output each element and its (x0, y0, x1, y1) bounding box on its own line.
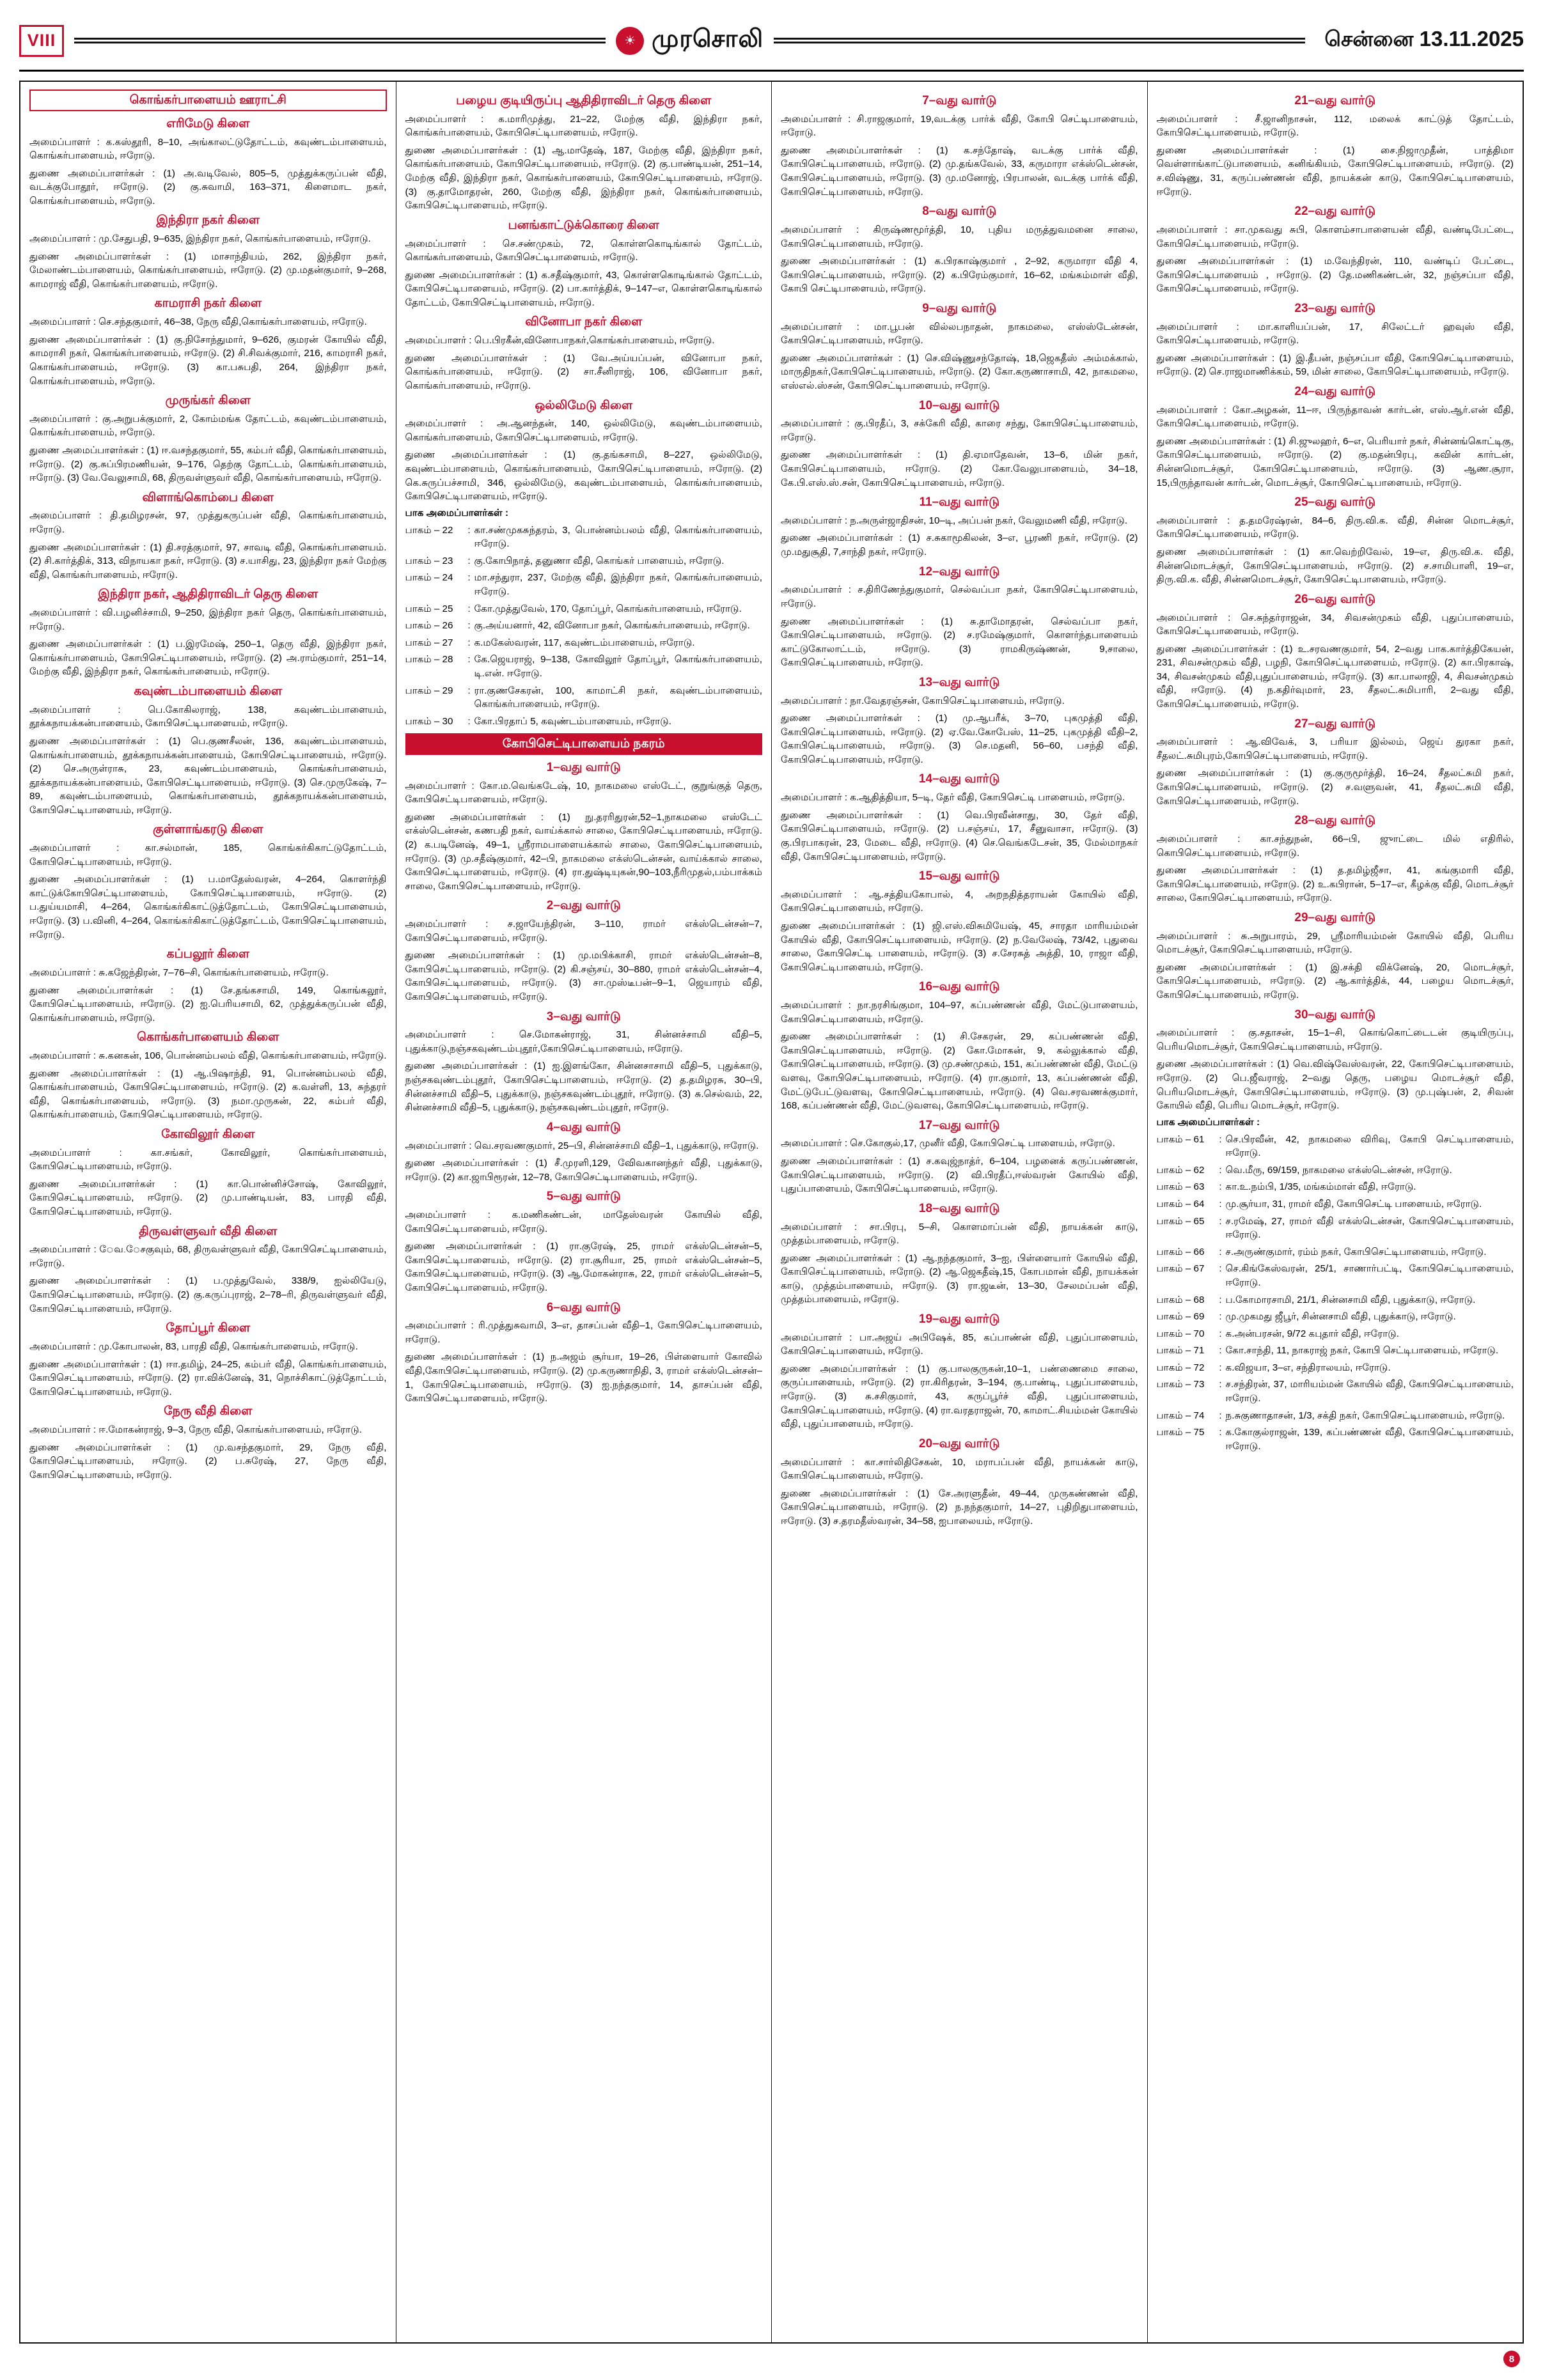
body-paragraph: துணை அமைப்பாளர்கள் : (1) ஆ.பிஷாந்தி, 91, பொன்னம்பலம் வீதி, கொங்கர்பாளையம், கோபிசெட்டிபாளையம், ஈரோடு. (2) க.வள்ளி, 13, சுந்தரர் வீதி, கொங்கர்பாளையம், ஈரோடு. (3) நமா.முருகன், 22, கம்பர் வீதி, கொங்கர்பாளையம், கோபிசெட்டிபாளையம், ஈரோடு. (29, 1068, 387, 1121)
body-paragraph: துணை அமைப்பாளர்கள் : (1) ப.மாதேஸ்வரன், 4–264, கொளர்ந்தி காட்டுக்கோபிசெட்டிபாளையம், கோபிசெட்டிபாளையம், ஈரோடு. (2) ப.துய்யமாசி, 4–264, கொங்கர்கிகாட்டுத்தோட்டம், கோபிசெட்டிபாளையம், ஈரோடு. (3) ப.வினி, 4–264, கொங்கர்கிகாட்டுத்தோட்டம், கோபிசெட்டிபாளையம், ஈரோடு. (29, 874, 387, 940)
body-paragraph: துணை அமைப்பாளர்கள் : (1) மாசாந்தியம், 262, இந்திரா நகர், மேலாண்டம்பாளையம், கொங்கர்பாளையம், ஈரோடு. (2) மு.மதன்குமார், 9–268, காமராஜ் வீதி, கொங்கர்பாளையம், ஈரோடு. (29, 251, 387, 290)
part-text: க.மகேஸ்வரன், 117, கவுண்டம்பாளையம், ஈரோடு. (474, 637, 695, 648)
footer-page-number: 8 (1503, 2351, 1520, 2367)
body-paragraph: துணை அமைப்பாளர்கள் : (1) ஈ.வசந்தகுமார், 55, கம்பர் வீதி, கொங்கர்பாளையம், ஈரோடு. (2) கு.சுப்பிரமணியன், 9–176, தெற்கு தோட்டம், கொங்கர்பாளையம், ஈரோடு. (3) வே.வேலுசாமி, 68, திருவள்ளுவர் வீதி, கொங்கர்பாளையம், ஈரோடு. (29, 445, 387, 484)
part-text: வெ.மீரு, 69/159, நாகமலை எக்ஸ்டென்சன், ஈரோடு. (1225, 1164, 1452, 1176)
part-row (405, 619, 763, 633)
part-separator: : (1219, 1263, 1222, 1275)
part-text: ச.சந்திரன், 37, மாரியம்மன் கோயில் வீதி, கோபிசெட்டிபாளையம், ஈரோடு. (1225, 1379, 1514, 1404)
part-text: கோ.பிரதாப் 5, கவுண்டம்பாளையம், ஈரோடு. (474, 715, 672, 727)
body-paragraph: துணை அமைப்பாளர்கள் : (1) கா.வெற்றிவேல், 19–எ, திரு.வி.க. வீதி, சின்னமொடச்சூர், கோபிசெட்டிபாளையம், ஈரோடு. (2) ச.சாமிபாளி, 19–எ, திரு.வி.க. வீதி, சின்னமொடச்சூர், கோபிசெட்டிபாளையம், ஈரோடு. (1156, 547, 1514, 586)
body-paragraph: அமைப்பாளர் : செ.மோகன்ராஜ், 31, சின்னச்சாமி வீதி–5, புதுக்காடு,நஞ்சகவுண்டம்புதூர்,கோபிசெட்டிபாளையம், ஈரோடு. (405, 1029, 762, 1054)
body-paragraph: அமைப்பாளர் : செ.சண்முகம், 72, கொள்ளகொடிங்கால் தோட்டம், கொங்கர்பாளையம், கோபிசெட்டிபாளையம், ஈரோடு. (405, 238, 762, 263)
part-row (1157, 1344, 1514, 1358)
body-paragraph: அமைப்பாளர் : தி.தமிழரசன், 97, முத்துகருப்பன் வீதி, கொங்கர்பாளையம், ஈரோடு. (29, 510, 387, 536)
body-paragraph: துணை அமைப்பாளர்கள் : (1) சி.ஜுலஹர், 6–எ, பெரியார் நகர், சின்னங்கொட்டிகு, கோபிசெட்டிபாளையம், ஈரோடு. (2) கு.மதன்பிரபு, கவின் கார்டன், சின்னமொடச்சூர், கோபிசெட்டிபாளையம், ஈரோடு. (3) ஆண.சூரா, 15,பிருந்தாவன் கார்டன், மொடச்சூர், கோபிசெட்டிபாளையம், ஈரோடு. (1156, 435, 1514, 488)
body-paragraph: அமைப்பாளர் : நா.நரசிங்குமா, 104–97, கப்பண்ணன் வீதி, மேட்டுபாளையம், கோபிசெட்டிபாளையம், ஈரோடு. (781, 1000, 1138, 1025)
body-paragraph: அமைப்பாளர் : செ.சுந்தர்ராஜன், 34, சிவசன்முகம் வீதி, புதுப்பாளையம், கோபிசெட்டிபாளையம், ஈரோடு. (1156, 612, 1514, 637)
column-3 (772, 82, 1148, 2342)
body-paragraph: துணை அமைப்பாளர்கள் : (1) சே.அரளுதீன், 49–44, முருகண்ணன் வீதி, கோபிசெட்டிபாளையம், ஈரோடு. (2) ந.நந்தகுமார், 14–27, புதிறிதுபாளையம், ஈரோடு. (3) ச.தரமதீஸ்வரன், 34–58, ஐபாலையம், ஈரோடு. (781, 1488, 1138, 1527)
body-paragraph: அமைப்பாளர் : கா.சங்கர், கோவிலூர், கொங்கர்பாளையம், கோபிசெட்டிபாளையம், ஈரோடு. (29, 1147, 387, 1172)
part-separator: : (467, 685, 471, 696)
body-paragraph: துணை அமைப்பாளர்கள் : (1) வே.அய்யப்பன், வினோபா நகர், கொங்கர்பாளையம், ஈரோடு. (2) சா.சீனிராஜ், 106, வினோபா நகர், கொங்கர்பாளையம், ஈரோடு. (405, 352, 762, 391)
section-heading: திருவள்ளுவர் வீதி கிளை (139, 1224, 278, 1238)
section-heading: 30–வது வார்டு (1294, 1007, 1376, 1022)
part-text: ப.கோமாரசாமி, 21/1, சின்னசாமி வீதி, புதுக்காடு, ஈரோடு. (1225, 1294, 1476, 1305)
body-paragraph: துணை அமைப்பாளர்கள் : (1) கு.தங்கசாமி, 8–227, ஒல்லிமேடு, கவுண்டம்பாளையம், கொங்கர்பாளையம், கோபிசெட்டிபாளையம், ஈரோடு. (2) கெ.சுருப்பச்சாமி, 346, ஒல்லிமேடு, கவுண்டம்பாளையம், கொங்கர்பாளையம், கோபிசெட்டிபாளையம், ஈரோடு. (405, 449, 762, 502)
section-heading: காமராசி நகர் கிளை (154, 297, 262, 311)
body-paragraph: அமைப்பாளர் : ஆ.விவேக், 3, பரியா இல்லம், ஜெய் துரகா நகர், சீதலட்.சுமிபுரம்,கோபிசெட்டிபாளையம், ஈரோடு. (1156, 736, 1514, 761)
column-4 (1148, 82, 1523, 2342)
section-heading: 4–வது வார்டு (546, 1120, 621, 1134)
section-heading: 1–வது வார்டு (546, 760, 621, 774)
part-text: ரா.குணசேகரன், 100, காமாட்சி நகர், கவுண்டம்பாளையம், கொங்கர்பாளையம், ஈரோடு. (474, 685, 762, 710)
section-heading: 16–வது வார்டு (918, 980, 1000, 994)
column-2 (396, 82, 772, 2342)
section-heading: 10–வது வார்டு (918, 398, 1000, 412)
body-paragraph: அமைப்பாளர் : ரி.முத்துசுவாமி, 3–எ, தாசப்பன் வீதி–1, கோபிசெட்டிபாளையம், ஈரோடு. (405, 1320, 762, 1345)
section-heading: 23–வது வார்டு (1294, 301, 1376, 315)
body-paragraph: துணை அமைப்பாளர்கள் : (1) நு.தரரிதுரன்,52–1,நாகமலை எஸ்டேட் எக்ஸ்டென்சன், கணபதி நகர், வாய்க்கால் சாலை, கோபிசெட்டிபாளையம், ஈரோடு. (2) க.படினேஷ், 49–1, ஸ்ரீராமபாளையக்கால் சாலை, கோபிசெட்டிபாளையம், ஈரோடு. (3) மு.சதீஷ்குமார், 42–பி, நாகமலை எக்ஸ்டென்சன், வாய்க்கால் சாலை, கோபிசெட்டிபாளையம், ஈரோடு. (4) ரா.துஷ்டியுகன்,90–103,நீரிமுதல்,பம்பாக்கம் சாலை, கோபிசெட்டிபாளையம், ஈரோடு. (405, 811, 762, 892)
part-text: கே.ஜெயராஜ், 9–138, கோவிலூர் தோப்பூர், கொங்கர்பாளையம், டி.என். ஈரோடு. (474, 654, 762, 679)
part-separator: : (1219, 1410, 1222, 1421)
masthead (19, 17, 1524, 72)
part-separator: : (467, 715, 471, 727)
body-paragraph: துணை அமைப்பாளர்கள் : (1) தி.சரத்குமார், 97, சாவடி வீதி, கொங்கர்பாளையம். (2) சி.கார்த்திக், 313, விநாயகா நகர், ஈரோடு. (3) ச.யாசிது, 23, இந்திரா நகர் மேற்கு வீதி, கொங்கர்பாளையம், ஈரோடு. (29, 541, 387, 580)
part-separator: : (467, 524, 471, 536)
part-text: கோ.சாந்தி, 11, நாகராஜ் நகர், கோபி செட்டிபாளையம், ஈரோடு. (1225, 1345, 1499, 1357)
body-paragraph: துணை அமைப்பாளர்கள் : (1) ந.அஜம் சூர்யா, 19–26, பிள்ளையார் கோவில் வீதி,கோபிசெட்டிபாளையம், ஈரோடு. (2) மு.கருணாநிதி, 3, ராமர் எக்ஸ்டென்சன்–1, கோபிசெட்டிபாளையம், ஈரோடு. (3) ஐ.நந்தகுமார், 14, தாசப்பன் வீதி, கோபிசெட்டிபாளையம், ஈரோடு. (405, 1351, 762, 1404)
section-heading: விளாங்கொம்பை கிளை (142, 490, 274, 504)
masthead-logo (616, 26, 764, 56)
body-paragraph: துணை அமைப்பாளர்கள் : (1) சை.நிஜாமுதீன், பாத்திமா வெள்ளாங்காட்டுபாளையம், கனிங்கியம், கோபிசெட்டிபாளையம், ஈரோடு. (2) ச.விஷ்ணு, 31, கருப்பண்ணன் வீதி, நாயக்கன் காடு, கோபிசெட்டிபாளையம், ஈரோடு. (1156, 144, 1514, 198)
part-text: கா.உ.நம்பி, 1/35, மங்கம்மாள் வீதி, ஈரோடு. (1225, 1181, 1416, 1193)
section-heading: கப்பலூர் கிளை (166, 947, 250, 961)
part-label: பாகம் – 72 (1156, 1362, 1205, 1373)
body-paragraph: அமைப்பாளர் : கிருஷ்ணமூர்த்தி, 10, புதிய மருத்துவமனை சாலை, கோபிசெட்டிபாளையம், ஈரோடு. (781, 224, 1138, 249)
part-label: பாகம் – 73 (1156, 1379, 1205, 1390)
section-heading: பழைய குடியிருப்பு ஆதிதிராவிடர் தெரு கிளை (456, 94, 712, 107)
section-heading: கொங்கர்பாளையம் கிளை (137, 1031, 279, 1045)
body-paragraph: அமைப்பாளர் : மா.பூபன் வில்லபநாதன், நாகமலை, எஸ்ஸ்டேன்சன், கோபிசெட்டிபாளையம், ஈரோடு. (781, 321, 1138, 346)
body-paragraph: துணை அமைப்பாளர்கள் : (1) ஈா.தமிழ், 24–25, கம்பர் வீதி, கொங்கர்பாளையம், கோபிசெட்டிபாளையம், ஈரோடு. (2) ரா.விக்னேஷ், 31, நொச்சிகாட்டுத்தோட்டம், கோபிசெட்டிபாளையம், ஈரோடு. (29, 1358, 387, 1397)
section-heading: 25–வது வார்டு (1294, 495, 1376, 509)
section-heading: 3–வது வார்டு (546, 1009, 621, 1023)
section-heading: 24–வது வார்டு (1294, 384, 1376, 398)
body-paragraph: அமைப்பாளர் : கு.அறுபக்குமார், 2, கோம்மங்க தோட்டம், கவுண்டம்பாளையம், கொங்கர்பாளையம், ஈரோடு. (29, 413, 387, 439)
part-separator: : (1219, 1164, 1222, 1176)
part-row (1157, 1426, 1514, 1453)
part-label: பாகம் – 66 (1156, 1246, 1205, 1257)
section-heading: 6–வது வார்டு (546, 1300, 621, 1314)
part-label: பாகம் – 68 (1156, 1294, 1205, 1305)
part-separator: : (1219, 1133, 1222, 1145)
part-separator: : (467, 603, 471, 614)
column-1 (20, 82, 396, 2342)
body-paragraph: அமைப்பாளர் : பா.அஜய் அபிஷேக், 85, கப்பாண்ன் வீதி, புதுப்பாளையம், கோபிசெட்டிபாளையம், ஈரோடு. (781, 1332, 1138, 1357)
rising-sun-icon: ☀ (616, 27, 644, 55)
body-paragraph: அமைப்பாளர் : கு.பிரதீப், 3, சக்கேரி வீதி, காரை சந்து, கோபிசெட்டிபாளையம், ஈரோடு. (781, 418, 1138, 443)
body-paragraph: துணை அமைப்பாளர்கள் : (1) கு.நிசோந்துமார், 9–626, குமரன் கோயில் வீதி, காமராசி நகர், கொங்கர்பாளையம், ஈரோடு. (2) சி.சிவக்குமார், 216, காமராசி நகர், கொங்கர்பாளையம், ஈரோடு. (3) கா.பசுபதி, 264, இந்திரா நகர், கொங்கர்பாளையம், ஈரோடு. (29, 334, 387, 387)
section-heading: முருங்கர் கிளை (165, 394, 251, 408)
part-label: பாகம் – 70 (1156, 1328, 1205, 1339)
part-separator: : (467, 637, 471, 648)
body-paragraph: துணை அமைப்பாளர்கள் : (1) க.பிரகாஷ்குமார் , 2–92, கருமாரா வீதி 4, கோபிசெட்டிபாளையம், ஈரோடு. (2) க.பிரேம்குமார், 16–62, மங்கம்மாள் வீதி, கோபி செட்டிபாளையம், ஈரோடு. (781, 256, 1138, 295)
body-paragraph: அமைப்பாளர் : வெ.சரவணகுமார், 25–பி, சின்னச்சாமி வீதி–1, புதுக்காடு, ஈரோடு. (405, 1140, 759, 1151)
page-number-badge: VIII (19, 25, 64, 57)
part-row (1157, 1327, 1514, 1341)
part-text: க.கோகுல்ராஜன், 139, கப்பண்ணன் வீதி, கோபிசெட்டிபாளையம், ஈரோடு. (1225, 1427, 1514, 1452)
body-paragraph: அமைப்பாளர் : சு.கஜேந்திரன், 7–76–சி, கொங்கர்பாளையம், ஈரோடு. (29, 967, 329, 978)
part-row (1157, 1262, 1514, 1289)
section-heading: கோபிசெட்டிபாளையம் நகரம் (405, 733, 763, 755)
body-paragraph: துணை அமைப்பாளர்கள் : (1) ப.இரமேஷ், 250–1, தெரு வீதி, இந்திரா நகர், கொங்கர்பாளையம், கோபிசெட்டிபாளையம், ஈரோடு. (2) அ.ராம்குமார், 251–14, மேற்கு வீதி, இந்திரா நகர், கொங்கர்பாளையம், ஈரோடு. (29, 639, 387, 678)
body-paragraph: துணை அமைப்பாளர்கள் : (1) ப.முத்துவேல், 338/9, ஐல்லியேடு, கோபிசெட்டிபாளையம், ஈரோடு. (2) கு.கருப்புராஜ், 2–78–ரி, திருவள்ளுவர் வீதி, கோபிசெட்டிபாளையம், ஈரோடு. (29, 1275, 387, 1314)
body-paragraph: துணை அமைப்பாளர்கள் : (1) ஆ.நந்தகுமார், 3–ஐ, பிள்ளையார் கோயில் வீதி, கோபிசெட்டிபாளையம், ஈரோடு. (2) ஆ.ஜெகதீஷ்,15, கோபமான் வீதி, நாயக்கன் காடு, முத்தம்பாளையம், ஈரோடு. (3) ரா.ஜடீன், 13–30, சேலமப்பன் வீதி, முத்தம்பாளையம், ஈரோடு. (781, 1252, 1138, 1305)
part-row (405, 636, 763, 650)
part-text: செ.பிரவீன், 42, நாகமலை விரிவு, கோபி செட்டிபாளையம், ஈரோடு. (1225, 1133, 1514, 1159)
body-paragraph: துணை அமைப்பாளர்கள் : (1) இ.சக்தி விக்னேஷ், 20, மொடச்சூர், கோபிசெட்டிபாளையம், ஈரோடு. (2) ஆ.கார்த்திக், 44, பழைய மொடச்சூர், கோபிசெட்டிபாளையம், ஈரோடு. (1156, 961, 1514, 1000)
part-row (1157, 1245, 1514, 1259)
part-label: பாகம் – 23 (405, 555, 453, 566)
part-row (405, 653, 763, 680)
body-paragraph: துணை அமைப்பாளர்கள் : (1) த.தமிழ்ஜீசா, 41, கங்குமாரி வீதி, கோபிசெட்டிபாளையம், ஈரோடு. (2) உ.கபிரான், 5–17–எ, கீழக்கு வீதி, மொடச்சூர் சாலை, கோபிசெட்டிபாளையம், ஈரோடு. (1156, 865, 1514, 904)
body-paragraph: துணை அமைப்பாளர்கள் : (1) மு.ஆபரீக், 3–70, புகமுத்தி வீதி, கோபிசெட்டிபாளையம், ஈரோடு. (2) ஏ.வே.கோபேஸ், 11–25, புகமுத்தி வீதி–2, கோபிசெட்டிபாளையம், ஈரோடு. (3) செ.மதனி, 56–60, பசந்தி வீதி, கோபிசெட்டிபாளையம், ஈரோடு. (781, 713, 1138, 765)
section-heading: 13–வது வார்டு (918, 675, 1000, 689)
section-heading: நேரு வீதி கிளை (164, 1404, 253, 1419)
part-separator: : (1219, 1362, 1222, 1373)
section-heading: 5–வது வார்டு (546, 1190, 621, 1204)
section-heading: தோப்பூர் கிளை (166, 1321, 251, 1335)
body-paragraph: துணை அமைப்பாளர்கள் : (1) கு.குருமூர்த்தி, 16–24, சீதலட்சுமி நகர், கோபிசெட்டிபாளையம், ஈரோடு. (2) ச.வளுவன், 41, சீதலட்.சுமி வீதி, கோபிசெட்டிபாளையம், ஈரோடு. (1156, 768, 1514, 807)
section-heading: 17–வது வார்டு (918, 1118, 1000, 1132)
section-heading: எரிமேடு கிளை (166, 116, 250, 130)
part-label: பாகம் – 22 (405, 524, 453, 536)
body-paragraph: அமைப்பாளர் : ஆ.சத்தியகோபால், 4, அறநதித்தராயன் கோயில் வீதி, கோபிசெட்டிபாளையம், ஈரோடு. (781, 889, 1138, 914)
section-heading: குள்ளாங்கரடு கிளை (152, 823, 263, 837)
body-paragraph: அமைப்பாளர் : ச.ஜாயேந்திரன், 3–110, ராமர் எக்ஸ்டென்சன்–7, கோபிசெட்டிபாளையம், ஈரோடு. (405, 919, 762, 944)
part-separator: : (467, 555, 471, 566)
body-paragraph: அமைப்பாளர் : கு.சதாசன், 15–1–சி, கொங்கொட்டைடன் குடியிருப்பு, பெரியமொடச்சூர், கோபிசெட்டிபாளையம், ஈரோடு. (1156, 1027, 1514, 1052)
part-text: மா.சந்துரா, 237, மேற்கு வீதி, இந்திரா நகர், கொங்கர்பாளையம், ஈரோடு. (474, 572, 762, 598)
section-heading: 12–வது வார்டு (918, 564, 1000, 579)
body-paragraph: அமைப்பாளர் : பெ.பிரகீன்,வினோபாநகர்,கொங்கர்பாளையம், ஈரோடு. (405, 335, 715, 346)
section-heading: 15–வது வார்டு (918, 869, 1000, 883)
part-row (1157, 1409, 1514, 1423)
section-heading: 22–வது வார்டு (1294, 205, 1376, 219)
part-row (1157, 1215, 1514, 1242)
part-separator: : (1219, 1215, 1222, 1227)
section-heading: 21–வது வார்டு (1294, 94, 1376, 107)
part-label: பாகம் – 25 (405, 603, 453, 614)
section-heading: 28–வது வார்டு (1294, 814, 1376, 828)
body-paragraph: அமைப்பாளர் : வி.பழனிச்சாமி, 9–250, இந்திரா நகர் தெரு, கொங்கர்பாளையம், ஈரோடு. (29, 607, 387, 632)
part-row (1157, 1133, 1514, 1160)
body-paragraph: துணை அமைப்பாளர்கள் : (1) ரா.குரேஷ், 25, ராமர் எக்ஸ்டென்சன்–5, கோபிசெட்டிபாளையம், ஈரோடு. (2) ரா.சூரியா, 25, ராமர் எக்ஸ்டென்சன்–5, கோபிசெட்டிபாளையம், ஈரோடு. (3) ஆ.மோகன்ராசு, 22, ராமர் எக்ஸ்டென்சன்–5, கோபிசெட்டிபாளையம், ஈரோடு. (405, 1241, 762, 1293)
body-paragraph: அமைப்பாளர் : த.தமரேஷ்ரன், 84–6, திரு.வி.க. வீதி, சின்ன மொடச்சூர், கோபிசெட்டிபாளையம், ஈரோடு. (1156, 515, 1514, 540)
part-label: பாகம் – 61 (1156, 1133, 1205, 1145)
part-row (1157, 1293, 1514, 1307)
section-heading: 7–வது வார்டு (922, 94, 997, 107)
body-paragraph: அமைப்பாளர் : பெ.கோகிலராஜ், 138, கவுண்டம்பாளையம், தூக்கநாயக்கன்பாளையம், கோபிசெட்டிபாளையம், ஈரோடு. (29, 704, 387, 729)
body-paragraph: அமைப்பாளர் : செ.கோகுல்,17, முனீர் வீதி, கோபிசெட்டி பாளையம், ஈரோடு. (781, 1138, 1115, 1149)
part-label: பாகம் – 24 (405, 572, 453, 584)
part-text: ந.சுகுணாதாசன், 1/3, சக்தி நகர், கோபிசெட்டிபாளையம், ஈரோடு. (1225, 1410, 1505, 1421)
part-text: க.விஜயா, 3–எ, சந்திராலயம், ஈரோடு. (1225, 1362, 1391, 1373)
article-columns (19, 81, 1524, 2344)
section-heading: 11–வது வார்டு (919, 495, 1000, 509)
part-separator: : (1219, 1345, 1222, 1357)
part-label: பாகம் – 30 (405, 715, 453, 727)
body-paragraph: துணை அமைப்பாளர்கள் : (1) ஜி.எஸ்.விசுமியேஷ், 45, சாரதா மாரியம்மன் கோயில் வீதி, கோபிசெட்டிபாளையம், ஈரோடு. (2) ந.வேலேஷ், 73/42, புதுவை சாலை, கோபிசெட்டி பாளையம், ஈரோடு. (3) ச.சேரசுத் அத்தி, 10, ராஜா வீதி, கோபிசெட்டிபாளையம், ஈரோடு. (781, 921, 1138, 973)
section-heading: இந்திரா நகர், ஆதிதிராவிடர் தெரு கிளை (98, 587, 318, 602)
section-heading: 18–வது வார்டு (918, 1201, 1000, 1215)
part-row (405, 524, 763, 551)
part-row (405, 554, 763, 568)
body-paragraph: துணை அமைப்பாளர்கள் : (1) ஆ.மாதேஷ், 187, மேற்கு வீதி, இந்திரா நகர், கொங்கர்பாளையம், கோபிசெட்டிபாளையம், ஈரோடு. (2) கு.பாண்டியன், 251–14, மேற்கு வீதி, இந்திரா நகர், கொங்கர்பாளையம், கோபிசெட்டிபாளையம், ஈரோடு. (3) கு.தாமோதரன், 260, மேற்கு வீதி, இந்திரா நகர், கொங்கர்பாளையம், கோபிசெட்டிபாளையம், ஈரோடு. (405, 144, 762, 212)
section-heading: 14–வது வார்டு (918, 772, 1000, 786)
part-text: க.அன்பரசன், 9/72 கபுதார் வீதி, ஈரோடு. (1225, 1328, 1400, 1339)
section-heading: 27–வது வார்டு (1294, 717, 1376, 731)
section-heading: 19–வது வார்டு (918, 1312, 1000, 1326)
body-paragraph: அமைப்பாளர் : சா.பிரபு, 5–சி, கொளமாப்பன் வீதி, நாயக்கன் காடு, முத்தம்பாளையம், ஈரோடு. (781, 1221, 1138, 1247)
body-paragraph: துணை அமைப்பாளர்கள் : (1) கா.பொன்னிச்சோஷ், கோவிலூர், கோபிசெட்டிபாளையம், ஈரோடு. (2) மு.பாண்டியன், 83, பாரதி வீதி, கோபிசெட்டிபாளையம், ஈரோடு. (29, 1178, 387, 1217)
part-separator: : (467, 620, 471, 632)
part-row (1157, 1180, 1514, 1194)
part-label: பாகம் – 28 (405, 654, 453, 665)
part-organisers-title: பாக அமைப்பாளர்கள் : (1156, 1116, 1260, 1128)
part-text: கு.கோபிநாத், தனுணா வீதி, கொங்கர் பாளையம், ஈரோடு. (474, 555, 725, 566)
body-paragraph: அமைப்பாளர் : நா.வேதரஞ்சன், கோபிசெட்டிபாளையம், ஈரோடு. (781, 695, 1065, 706)
body-paragraph: அமைப்பாளர் : கோ.அழகன், 11–ஈ, பிருந்தாவன் கார்டன், எஸ்.ஆர்.என் வீதி, கோபிசெட்டிபாளையம், ஈரோடு. (1156, 404, 1514, 430)
part-label: பாகம் – 74 (1156, 1410, 1205, 1421)
part-label: பாகம் – 63 (1156, 1181, 1205, 1193)
part-row (405, 715, 763, 729)
part-row (1157, 1163, 1514, 1178)
body-paragraph: துணை அமைப்பாளர்கள் : (1) வெ.பிரவீன்சாது, 30, தேர் வீதி, கோபிசெட்டிபாளையம், ஈரோடு. (2) ப.சஞ்சய், 17, சீனுவாசா, ஈரோடு. (3) கு.பிரபாகரன், 23, மேடை வீதி, ஈரோடு. (4) செ.வெங்கடேசன், 35, மேல்மாநகர் வீதி, கோபிசெட்டிபாளையம், ஈரோடு. (781, 809, 1138, 862)
part-separator: : (1219, 1379, 1222, 1390)
edition-and-date: சென்னை 13.11.2025 (1324, 27, 1524, 51)
part-row (1157, 1197, 1514, 1211)
part-label: பாகம் – 64 (1156, 1199, 1205, 1210)
body-paragraph: துணை அமைப்பாளர்கள் : (1) அ.வடிவேல், 805–5, முத்துக்கருப்பன் வீதி, வடக்குபோதூர், ஈரோடு. (2) கு.சுவாமி, 163–371, கிளைமாட நகர், கொங்கர்பாளையம், ஈரோடு. (29, 167, 387, 206)
section-heading: 20–வது வார்டு (918, 1436, 1000, 1451)
body-paragraph: துணை அமைப்பாளர்கள் : (1) தி.ஏமாதேவன், 13–6, மின் நகர், கோபிசெட்டிபாளையம், ஈரோடு. (2) கோ.வேலுபாளையம், 34–18, கே.பி.எஸ்.ஸ்.சன், கோபிசெட்டிபாளையம், ஈரோடு. (781, 449, 1138, 488)
body-paragraph: துணை அமைப்பாளர்கள் : (1) சி.சேகரன், 29, கப்பண்ணன் வீதி, கோபிசெட்டிபாளையம், ஈரோடு. (2) கோ.மோகன், 9, கல்லுக்கால் வீதி, கோபிசெட்டிபாளையம், ஈரோடு. (3) மு.சண்முகம், 151, கப்பண்ணன் வீதி, மேட்டு வளவு, கோபிசெட்டிபாளையம், ஈரோடு. (4) ரா.குமார், 13, கப்பண்ணன் வீதி, மேட்டுபேட்டுவளவு, கோபிசெட்டிபாளையம், ஈரோடு. (4) வெ.சரவணக்குமார், 168, கப்பண்ணன் வீதி, மேட்டுவளவு, கோபிசெட்டிபாளையம், ஈரோடு. (781, 1031, 1138, 1112)
body-paragraph: துணை அமைப்பாளர்கள் : (1) சே.தங்கசாமி, 149, கொங்கலூர், கோபிசெட்டிபாளையம், ஈரோடு. (2) ஐ.பெரியசாமி, 62, முத்துக்கருப்பன் வீதி, கொங்கர்பாளையம், ஈரோடு. (29, 984, 387, 1023)
body-paragraph: அமைப்பாளர் : கா.சார்லிதிசேகன், 10, மராபப்பன் வீதி, நாயக்கன் காடு, கோபிசெட்டிபாளையம், ஈரோடு. (781, 1456, 1138, 1482)
body-paragraph: துணை அமைப்பாளர்கள் : (1) க.சந்தோஷ், வடக்கு பார்க் வீதி, கோபிசெட்டிபாளையம், ஈரோடு. (2) மு.தங்கவேல், 33, கருமாரா எக்ஸ்டென்சன், கோபிசெட்டிபாளையம், ஈரோடு. (3) மு.மனோஜ், பிரபாலன், வடக்கு பார்க் வீதி, கோபிசெட்டிபாளையம், ஈரோடு. (781, 144, 1138, 198)
body-paragraph: அமைப்பாளர் : மா.காளியப்பன், 17, சிலேட்டர் ஹவுஸ் வீதி, கோபிசெட்டிபாளையம், ஈரோடு. (1156, 321, 1514, 346)
part-row (1157, 1361, 1514, 1375)
part-label: பாகம் – 75 (1156, 1427, 1205, 1438)
part-row (405, 571, 763, 598)
section-heading: வினோபா நகர் கிளை (525, 315, 643, 329)
body-paragraph: அமைப்பாளர் : கா.சல்மான், 185, கொங்கர்கிகாட்டுதோட்டம், கோபிசெட்டிபாளையம், ஈரோடு. (29, 843, 387, 867)
section-heading: 8–வது வார்டு (922, 205, 997, 219)
part-organisers-title: பாக அமைப்பாளர்கள் : (405, 507, 509, 518)
part-text: மு.முகமது ஜீபூர், சின்னசாமி வீதி, புதுக்காடு, ஈரோடு. (1225, 1311, 1456, 1323)
part-text: செ.கிங்கேஸ்வரன், 25/1, சாணார்பட்டி, கோபிசெட்டிபாளையம், ஈரோடு. (1225, 1263, 1514, 1288)
body-paragraph: அமைப்பாளர் : க.மாரிமுத்து, 21–22, மேற்கு வீதி, இந்திரா நகர், கொங்கர்பாளையம், கோபிசெட்டிபாளையம், ஈரோடு. (405, 113, 762, 139)
body-paragraph: துணை அமைப்பாளர்கள் : (1) கு.பாலகுருகன்,10–1, பண்ணைமை சாலை, குருப்பாளையம், ஈரோடு. (2) ரா.கிரிதரன், 3–194, கு.பாண்டி, புதுப்பாளையம், ஈரோடு. (3) சு.சசிகுமார், 43, கருப்பூர்ச் வீதி, புதுப்பாளையம், கோபிசெட்டிபாளையம், ஈரோடு. (4) ரா.வரதராஜன், 70, காமாட்.சியம்மன் கோயில் வீதி, புதுப்பாளையம், ஈரோடு. (781, 1363, 1138, 1430)
body-paragraph: துணை அமைப்பாளர்கள் : (1) இ.தீபன், நஞ்சப்பா வீதி, கோபிசெட்டிபாளையம், ஈரோடு. (2) செ.ராஜமாணிக்கம், 59, மின் சாலை, கோபிசெட்டிபாளையம், ஈரோடு. (1156, 352, 1514, 378)
body-paragraph: துணை அமைப்பாளர்கள் : (1) ச.சுகாமூகிலன், 3–எ, பூரணி நகர், ஈரோடு. (2) மு.மதுசூதி, 7,சாந்தி நகர், ஈரோடு. (781, 533, 1138, 558)
body-paragraph: அமைப்பாளர் : ந.அருள்ஜாதிசன், 10–டி, அப்பன் நகர், வேலுமணி வீதி, ஈரோடு. (781, 515, 1128, 526)
body-paragraph: துணை அமைப்பாளர்கள் : (1) ச.கவுஜ்நாத்ர், 6–104, பழனைக் கருப்பண்ணன், கோபிசெட்டிபாளையம், ஈரோடு. (2) வி.பிரதீப்,ஈஸ்வரன் கோயில் வீதி, புதுப்பாளையம், கோபிசெட்டிபாளையம், ஈரோடு. (781, 1156, 1138, 1195)
part-text: கா.சண்முகசுந்தரம், 3, பொன்னம்பலம் வீதி, கொங்கர்பாளையம், ஈரோடு. (474, 524, 762, 550)
section-heading: 9–வது வார்டு (922, 301, 997, 315)
body-paragraph: அமைப்பாளர் : க.கஸ்தூரி, 8–10, அங்காலட்டுதோட்டம், கவுண்டம்பாளையம், கொங்கர்பாளையம், ஈரோடு. (29, 136, 387, 162)
body-paragraph: அமைப்பாளர் : ேவ.ேசகுவும், 68, திருவள்ளுவர் வீதி, கோபிசெட்டிபாளையம், ஈரோடு. (29, 1244, 387, 1269)
part-row (1157, 1378, 1514, 1405)
part-label: பாகம் – 65 (1156, 1215, 1205, 1227)
part-text: ச.அருண்குமார், ரம்ம் நகர், கோபிசெட்டிபாளையம், ஈரோடு. (1225, 1246, 1487, 1257)
masthead-rule-left (74, 38, 606, 43)
body-paragraph: துணை அமைப்பாளர்கள் : (1) சீ.முரளி,129, விேவகானந்தர் வீதி, புதுக்காடு, ஈரோடு. (2) கா.ஜாபிரூரன், 12–78, கோபிசெட்டிபாளையம், ஈரோடு. (405, 1158, 762, 1183)
part-row (405, 602, 763, 616)
body-paragraph: அமைப்பாளர் : சா.முகவது சுபி, கொளம்சாபாளையன் வீதி, வண்டிபேட்டை, கோபிசெட்டிபாளையம், ஈரோடு. (1156, 224, 1514, 249)
body-paragraph: அமைப்பாளர் : கோ.ம.வெங்கடேஷ், 10, நாகமலை எஸ்டேட், குறுங்குத் தெரு, கோபிசெட்டிபாளையம், ஈரோடு. (405, 780, 762, 805)
part-label: பாகம் – 26 (405, 620, 453, 632)
part-separator: : (1219, 1199, 1222, 1210)
part-label: பாகம் – 71 (1156, 1345, 1205, 1357)
body-paragraph: துணை அமைப்பாளர்கள் : (1) சு.தாமோதரன், செல்வப்பா நகர், கோபிசெட்டிபாளையம், ஈரோடு. (2) ச.ரமேஷ்குமார், கொளர்ந்தபாளையம் காட்டுகோலாட்டம், ஈரோடு. (3) ராமகிருஷ்ணன், 9,சாலை, கோபிசெட்டிபாளையம், ஈரோடு. (781, 616, 1138, 669)
part-text: ச.ரமேஷ், 27, ராமர் வீதி எக்ஸ்டென்சன், கோபிசெட்டிபாளையம், ஈரோடு. (1225, 1215, 1514, 1241)
part-label: பாகம் – 29 (405, 685, 453, 696)
body-paragraph: அமைப்பாளர் : கா.சந்துநன், 66–பி, ஜுாட்டை மில் எதிரில், கொபிசெட்டிபாளையம், ஈரோடு. (1156, 833, 1514, 859)
part-label: பாகம் – 69 (1156, 1311, 1205, 1323)
body-paragraph: அமைப்பாளர் : மு.சேதுபதி, 9–635, இந்திரா நகர், கொங்கர்பாளையம், ஈரோடு. (29, 233, 371, 245)
body-paragraph: துணை அமைப்பாளர்கள் : (1) பெ.குணசீலன், 136, கவுண்டம்பாளையம், கொங்கர்பாளையம், தூக்கநாயக்கன்பாளையம், கோபிசெட்டிபாளையம், ஈரோடு. (2) செ.அருள்ராசு, 23, கவுண்டம்பாளையம், கொங்கர்பாளையம், தூக்கநாயக்கன்பாளையம், கோபிசெட்டிபாளையம், ஈரோடு. (3) செ.முருகேஷ், 7–89, கவுண்டம்பாளையம், கொங்கர்பாளையம், தூக்கநாயக்கன்பாளையம், கோபிசெட்டிபாளையம், ஈரோடு. (29, 735, 387, 816)
body-paragraph: துணை அமைப்பாளர்கள் : (1) மு.வசந்தகுமார், 29, நேரு வீதி, கோபிசெட்டிபாளையம், ஈரோடு. (2) ப.சுரேஷ், 27, நேரு வீதி, கோபிசெட்டிபாளையம், ஈரோடு. (29, 1442, 387, 1481)
section-heading: பனங்காட்டுக்கொரை கிளை (508, 218, 659, 232)
part-row (1157, 1310, 1514, 1324)
part-row (405, 684, 763, 712)
section-heading: கொங்கர்பாளையம் ஊராட்சி (29, 89, 387, 111)
part-separator: : (1219, 1311, 1222, 1323)
part-separator: : (1219, 1294, 1222, 1305)
body-paragraph: துணை அமைப்பாளர்கள் : (1) ம.வேந்திரன், 110, வண்டிப் பேட்டை, கோபிசெட்டிபாளையம் , ஈரோடு. (2) தே.மணிகண்டன், 32, நஞ்சப்பா வீதி, கோபிசெட்டிபாளையம், ஈரோடு. (1156, 256, 1514, 295)
section-heading: கவுண்டம்பாளையம் கிளை (134, 685, 283, 699)
part-text: கோ.முத்துவேல், 170, தோப்பூர், கொங்கர்பாளையம், ஈரோடு. (474, 603, 742, 614)
part-label: பாகம் – 62 (1156, 1164, 1205, 1176)
publication-title: முரசொலி (652, 25, 764, 52)
body-paragraph: அமைப்பாளர் : ஈ.மோகன்ராஜ், 9–3, நேரு வீதி, கொங்கர்பாளையம், ஈரோடு. (29, 1424, 362, 1435)
section-heading: 29–வது வார்டு (1294, 910, 1376, 924)
section-heading: இந்திரா நகர் கிளை (156, 214, 260, 228)
section-heading: ஒல்லிமேடு கிளை (535, 398, 633, 412)
part-separator: : (1219, 1427, 1222, 1438)
body-paragraph: அமைப்பாளர் : சு.கனகன், 106, பொன்னம்பலம் வீதி, கொங்கர்பாளையம், ஈரோடு. (29, 1050, 387, 1061)
body-paragraph: அமைப்பாளர் : ச.திரிணேந்துகுமார், செல்வப்பா நகர், கோபிசெட்டிபாளையம், ஈரோடு. (781, 584, 1138, 609)
part-separator: : (467, 654, 471, 665)
section-heading: கோவிலூர் கிளை (161, 1127, 255, 1141)
body-paragraph: துணை அமைப்பாளர்கள் : (1) உ.சரவணகுமார், 54, 2–வது பாக.கார்த்திகேயன், 231, சிவசன்முகம் வீதி, பழநி, கோபிசெட்டிபாளையம், ஈரோடு. (2) கா.பிரகாஷ், 34, சிவசன்முகம் வீதி,புதுப்பாளையம், ஈரோடு. (3) கா.பாலாஜி, 4, சிவசன்முகம் வீதி, ஈரோடு. (4) ந.கதிர்வுமார், 23, சீதலட்.சுமிபாரி, 2–வது வீதி, கோபிசெட்டிபாளையம், ஈரோடு. (1156, 643, 1514, 710)
body-paragraph: துணை அமைப்பாளர்கள் : (1) மு.மபிக்காசி, ராமர் எக்ஸ்டென்சன்–8, கோபிசெட்டிபாளையம், ஈரோடு. (2) கி.சஞ்சய், 30–880, ராமர் எக்ஸ்டென்சன்–4, கோபிசெட்டிபாளையம், ஈரோடு. (3) சா.முஸ்டீபன்–9–1, ஜெயாரம் வீதி, கோபிசெட்டிபாளையம், ஈரோடு. (405, 950, 762, 1002)
body-paragraph: துணை அமைப்பாளர்கள் : (1) ஐ.இளங்கோ, சின்னசாசாமி வீதி–5, புதுக்காடு, நஞ்சகவுண்டம்புதூர், கோபிசெட்டிபாளையம், ஈரோடு. (2) த.தமிழரசு, 30–பி, சின்னச்சாமி வீதி–5, புதுக்காடு, நஞ்சகவுண்டம்புதூர், ஈரோடு. (3) சு.செல்வம், 22, சின்னச்சாமி வீதி–5, புதுக்காடு, நஞ்சகவுண்டம்புதூர், ஈரோடு. (405, 1061, 762, 1114)
body-paragraph: அமைப்பாளர் : சீ.ஜானிநாசன், 112, மலைக் காட்டுத் தோட்டம், கோபிசெட்டிபாளையம், ஈரோடு. (1156, 113, 1514, 139)
part-label: பாகம் – 67 (1156, 1263, 1205, 1275)
body-paragraph: அமைப்பாளர் : அ.ஆனந்தன், 140, ஒல்லிமேடு, கவுண்டம்பாளையம், கொங்கர்பாளையம், கோபிசெட்டிபாளையம், ஈரோடு. (405, 418, 762, 443)
body-paragraph: அமைப்பாளர் : மு.கோபாலன், 83, பாரதி வீதி, கொங்கர்பாளையம், ஈரோடு. (29, 1341, 358, 1352)
part-text: மு.சூர்யா, 31, ராமர் வீதி, கோபிசெட்டி பாளையம், ஈரோடு. (1225, 1199, 1482, 1210)
section-heading: 26–வது வார்டு (1294, 592, 1376, 606)
body-paragraph: அமைப்பாளர் : செ.சந்தகுமார், 46–38, நேரு வீதி,கொங்கர்பாளையம், ஈரோடு. (29, 316, 367, 328)
part-separator: : (467, 572, 471, 584)
body-paragraph: அமைப்பாளர் : க.மணிகண்டன், மாதேஸ்வரன் கோயில் வீதி, கோபிசெட்டிபாளையம், ஈரோடு. (405, 1209, 762, 1234)
body-paragraph: துணை அமைப்பாளர்கள் : (1) செ.விஷ்ணுசந்தோஷ், 18,ஜெகதீஸ் அம்மக்கால், மாருதிநகர்,கோபிசெட்டிபாளையம், ஈரோடு. (2) கோ.கருணாசாமி, 42, நாகமலை, எஸ்எல்.ஸ்சன், கோபிசெட்டிபாளையம், ஈரோடு. (781, 352, 1138, 391)
part-separator: : (1219, 1328, 1222, 1339)
part-text: கு.அய்யனார், 42, வினோபா நகர், கொங்கர்பாளையம், ஈரோடு. (474, 620, 750, 632)
body-paragraph: அமைப்பாளர் : சு.அறுபாரம், 29, ஸ்ரீமாரியம்மன் கோயில் வீதி, பெரிய மொடச்சூர், கோபிசெட்டிபாளையம், ஈரோடு. (1156, 930, 1514, 956)
body-paragraph: துணை அமைப்பாளர்கள் : (1) வெ.விஷ்வேஸ்வரன், 22, கோபிசெட்டிபாளையம், ஈரோடு. (2) பெ.ஜீவராஜ், 2–வது தெரு, பழைய மொடச்சூர் வீதி, பெரியமொடச்சூர், கோபிசெட்டிபாளையம், ஈரோடு. (3) மு.புஷ்பன், 2, சிவன் கோயில் வீதி, பெரிய மொடச்சூர், ஈரோடு. (1156, 1059, 1514, 1112)
part-separator: : (1219, 1181, 1222, 1193)
body-paragraph: துணை அமைப்பாளர்கள் : (1) க.சதீஷ்குமார், 43, கொள்ளகொடிங்கால் தோட்டம், கோபிசெட்டிபாளையம், ஈரோடு. (2) பா.கார்த்திக், 9–147–எ, கொள்ளகொடிங்கால் தோட்டம், கோபிசெட்டிபாளையம், ஈரோடு. (405, 269, 762, 308)
masthead-rule-right (774, 38, 1305, 43)
part-label: பாகம் – 27 (405, 637, 453, 648)
section-heading: 2–வது வார்டு (546, 899, 621, 913)
body-paragraph: அமைப்பாளர் : சி.ராஜகுமார், 19,வடக்கு பார்க் வீதி, கோபி செட்டிபாளையம், ஈரோடு. (781, 113, 1138, 139)
body-paragraph: அமைப்பாளர் : க.ஆதித்தியா, 5–டி, தேர் வீதி, கோபிசெட்டி பாளையம், ஈரோடு. (781, 792, 1125, 804)
part-separator: : (1219, 1246, 1222, 1257)
